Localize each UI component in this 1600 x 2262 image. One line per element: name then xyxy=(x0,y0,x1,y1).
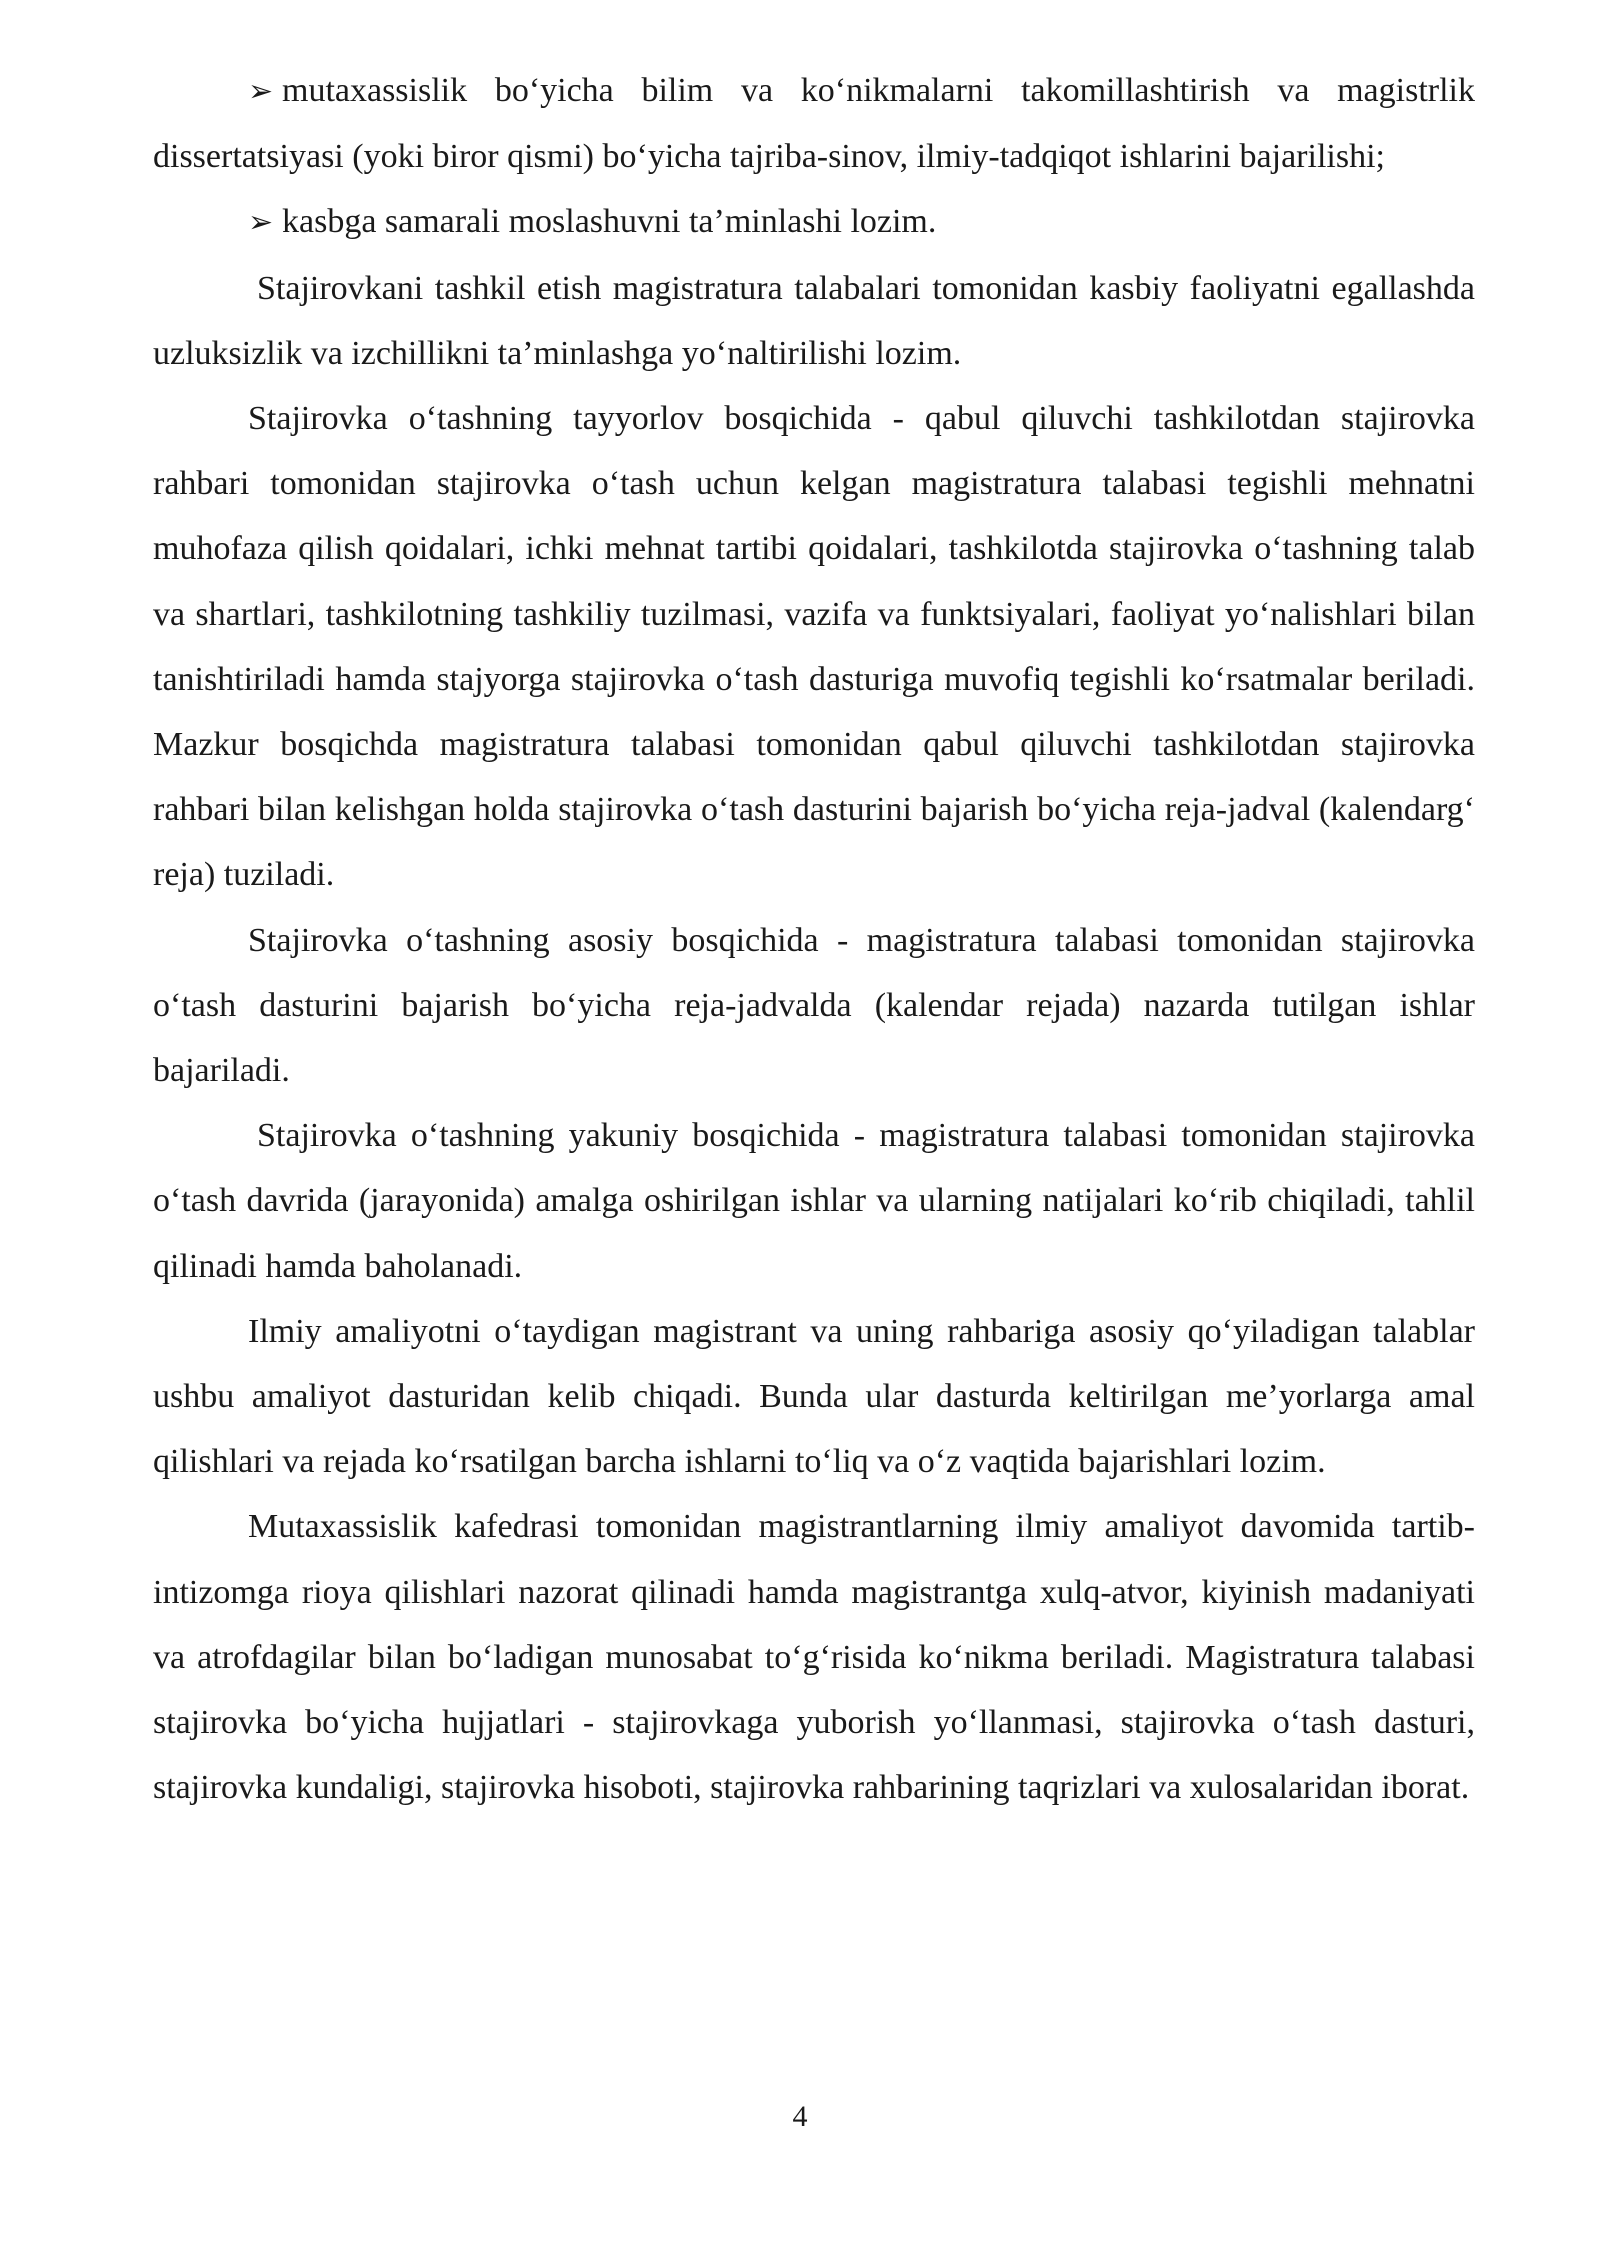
arrow-bullet-icon: ➢ xyxy=(248,74,274,109)
paragraph: Stajirovka oʻtashning asosiy bosqichida - magistratura talabasi tomonidan stajirovka oʻtash dasturini bajarish boʻyicha reja-jadvalda (kalendar rejada) nazarda tutilgan ishlar bajariladi. xyxy=(153,921,1475,1090)
paragraph: Mutaxassislik kafedrasi tomonidan magistrantlarning ilmiy amaliyot davomida tartib-intizomga rioya qilishlari nazorat qilinadi hamda magistrantga xulq-atvor, kiyinish madaniyati va atrofdagilar bilan boʻladigan munosabat toʻgʻrisida koʻnikma beriladi. Magistratura talabasi stajirovka boʻyicha hujjatlari - stajirovkaga yuborish yoʻllanmasi, stajirovka oʻtash dasturi, stajirovka kundaligi, stajirovka hisoboti, stajirovka rahbarining taqrizlari va xulosalaridan iborat. xyxy=(153,1508,1475,1807)
body-text xyxy=(153,58,1475,1820)
paragraph: Stajirovka oʻtashning tayyorlov bosqichida - qabul qiluvchi tashkilotdan stajirovka rahbari tomonidan stajirovka oʻtash uchun kelgan magistratura talabasi tegishli mehnatni muhofaza qilish qoidalari, ichki mehnat tartibi qoidalari, tashkilotda stajirovka oʻtashning talab va shartlari, tashkilotning tashkiliy tuzilmasi, vazifa va funktsiyalari, faoliyat yoʻnalishlari bilan tanishtiriladi hamda stajyorga stajirovka oʻtash dasturiga muvofiq tegishli koʻrsatmalar beriladi. Mazkur bosqichda magistratura talabasi tomonidan qabul qiluvchi tashkilotdan stajirovka rahbari bilan kelishgan holda stajirovka oʻtash dasturini bajarish boʻyicha reja-jadval (kalendargʻ reja) tuziladi. xyxy=(153,400,1475,894)
bullet-paragraph xyxy=(153,189,1475,255)
paragraph: Ilmiy amaliyotni oʻtaydigan magistrant va uning rahbariga asosiy qoʻyiladigan talablar ushbu amaliyot dasturidan kelib chiqadi. Bunda ular dasturda keltirilgan me’yorlarga amal qilishlari va rejada koʻrsatilgan barcha ishlarni toʻliq va oʻz vaqtida bajarishlari lozim. xyxy=(153,1312,1475,1481)
bullet-paragraph xyxy=(153,58,1475,189)
paragraph-text: kasbga samarali moslashuvni ta’minlashi lozim. xyxy=(282,203,937,241)
paragraph: Stajirovkani tashkil etish magistratura talabalari tomonidan kasbiy faoliyatni egallashda uzluksizlik va izchillikni ta’minlashga yoʻnaltirilishi lozim. xyxy=(153,269,1475,372)
page-number: 4 xyxy=(792,2100,808,2133)
paragraph: Stajirovka oʻtashning yakuniy bosqichida - magistratura talabasi tomonidan stajirovka oʻtash davrida (jarayonida) amalga oshirilgan ishlar va ularning natijalari koʻrib chiqiladi, tahlil qilinadi hamda baholanadi. xyxy=(153,1117,1475,1285)
arrow-bullet-icon: ➢ xyxy=(248,205,274,241)
paragraph-text: mutaxassislik boʻyicha bilim va koʻnikmalarni takomillashtirish va magistrlik dissertatsiyasi (yoki biror qismi) boʻyicha tajriba-sinov, ilmiy-tadqiqot ishlarini bajarilishi; xyxy=(153,72,1475,176)
